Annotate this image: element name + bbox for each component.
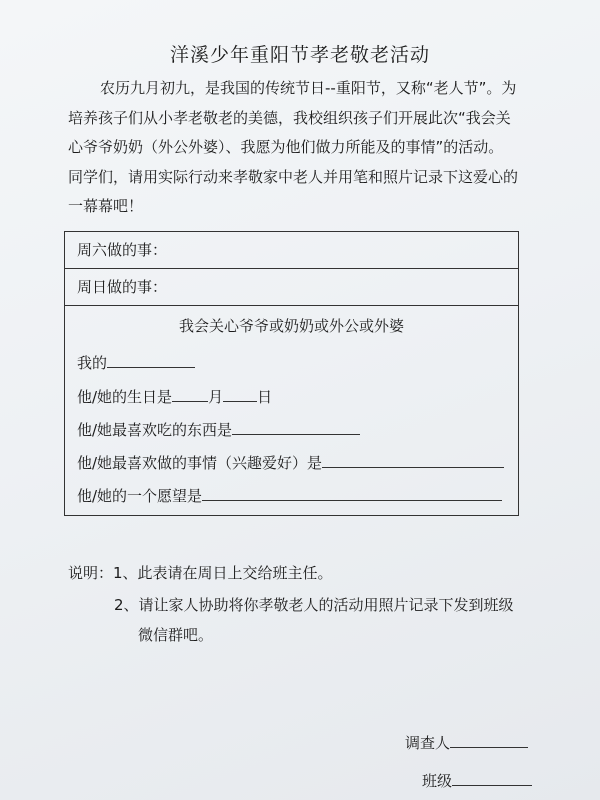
class-blank[interactable]: [452, 771, 532, 786]
notes-prefix: 说明：: [68, 564, 114, 582]
my-label: 我的: [77, 354, 108, 372]
note-item-2: 2、请让家人协助将你孝敬老人的活动用照片记录下发到班级: [114, 596, 514, 614]
my-line: [77, 352, 195, 373]
intro-line: 心爷爷奶奶（外公外婆）、我愿为他们做力所能及的事情”的活动。: [68, 138, 504, 156]
saturday-row[interactable]: [65, 232, 518, 269]
class-label: 班级: [422, 772, 453, 790]
birthday-prefix: 他/她的生日是: [77, 388, 173, 406]
birthday-month-label: 月: [208, 388, 224, 406]
activity-form-table: [64, 231, 519, 516]
favorite-hobby-blank[interactable]: [322, 453, 504, 468]
intro-paragraph: [68, 74, 538, 222]
note-item-1: [68, 558, 333, 588]
wish-line: [77, 485, 502, 506]
note-1-text: 1、此表请在周日上交给班主任。: [113, 564, 333, 582]
birthday-month-blank[interactable]: [172, 387, 208, 402]
birthday-day-blank[interactable]: [223, 387, 257, 402]
care-heading: 我会关心爷爷或奶奶或外公或外婆: [178, 317, 404, 335]
wish-blank[interactable]: [202, 486, 502, 501]
saturday-label: 周六做的事：: [77, 241, 168, 259]
class-line: [422, 770, 532, 791]
page-title: 洋溪少年重阳节孝老敬老活动: [169, 44, 430, 66]
favorite-food-blank[interactable]: [232, 420, 360, 435]
intro-line: 培养孩子们从小孝老敬老的美德，我校组织孩子们开展此次“我会关: [68, 108, 511, 127]
favorite-food-label: 他/她最喜欢吃的东西是: [77, 421, 233, 439]
birthday-line: [77, 386, 272, 407]
surveyor-line: [405, 732, 528, 753]
intro-line: 一幕幕吧！: [68, 197, 144, 215]
surveyor-label: 调查人: [405, 734, 451, 752]
favorite-hobby-label: 他/她最喜欢做的事情（兴趣爱好）是: [77, 454, 323, 472]
sunday-label: 周日做的事：: [77, 278, 168, 296]
wish-label: 他/她的一个愿望是: [77, 487, 203, 505]
favorite-hobby-line: [77, 452, 504, 473]
favorite-food-line: [77, 419, 360, 440]
note-item-2-continued: 微信群吧。: [138, 626, 214, 644]
surveyor-blank[interactable]: [450, 733, 528, 748]
sunday-row[interactable]: [65, 269, 518, 306]
intro-line: 农历九月初九，是我国的传统节日--重阳节，又称“老人节”。为: [100, 79, 517, 97]
birthday-day-label: 日: [257, 388, 273, 406]
my-blank[interactable]: [107, 353, 195, 368]
intro-line: 同学们，请用实际行动来孝敬家中老人并用笔和照片记录下这爱心的: [68, 167, 519, 186]
